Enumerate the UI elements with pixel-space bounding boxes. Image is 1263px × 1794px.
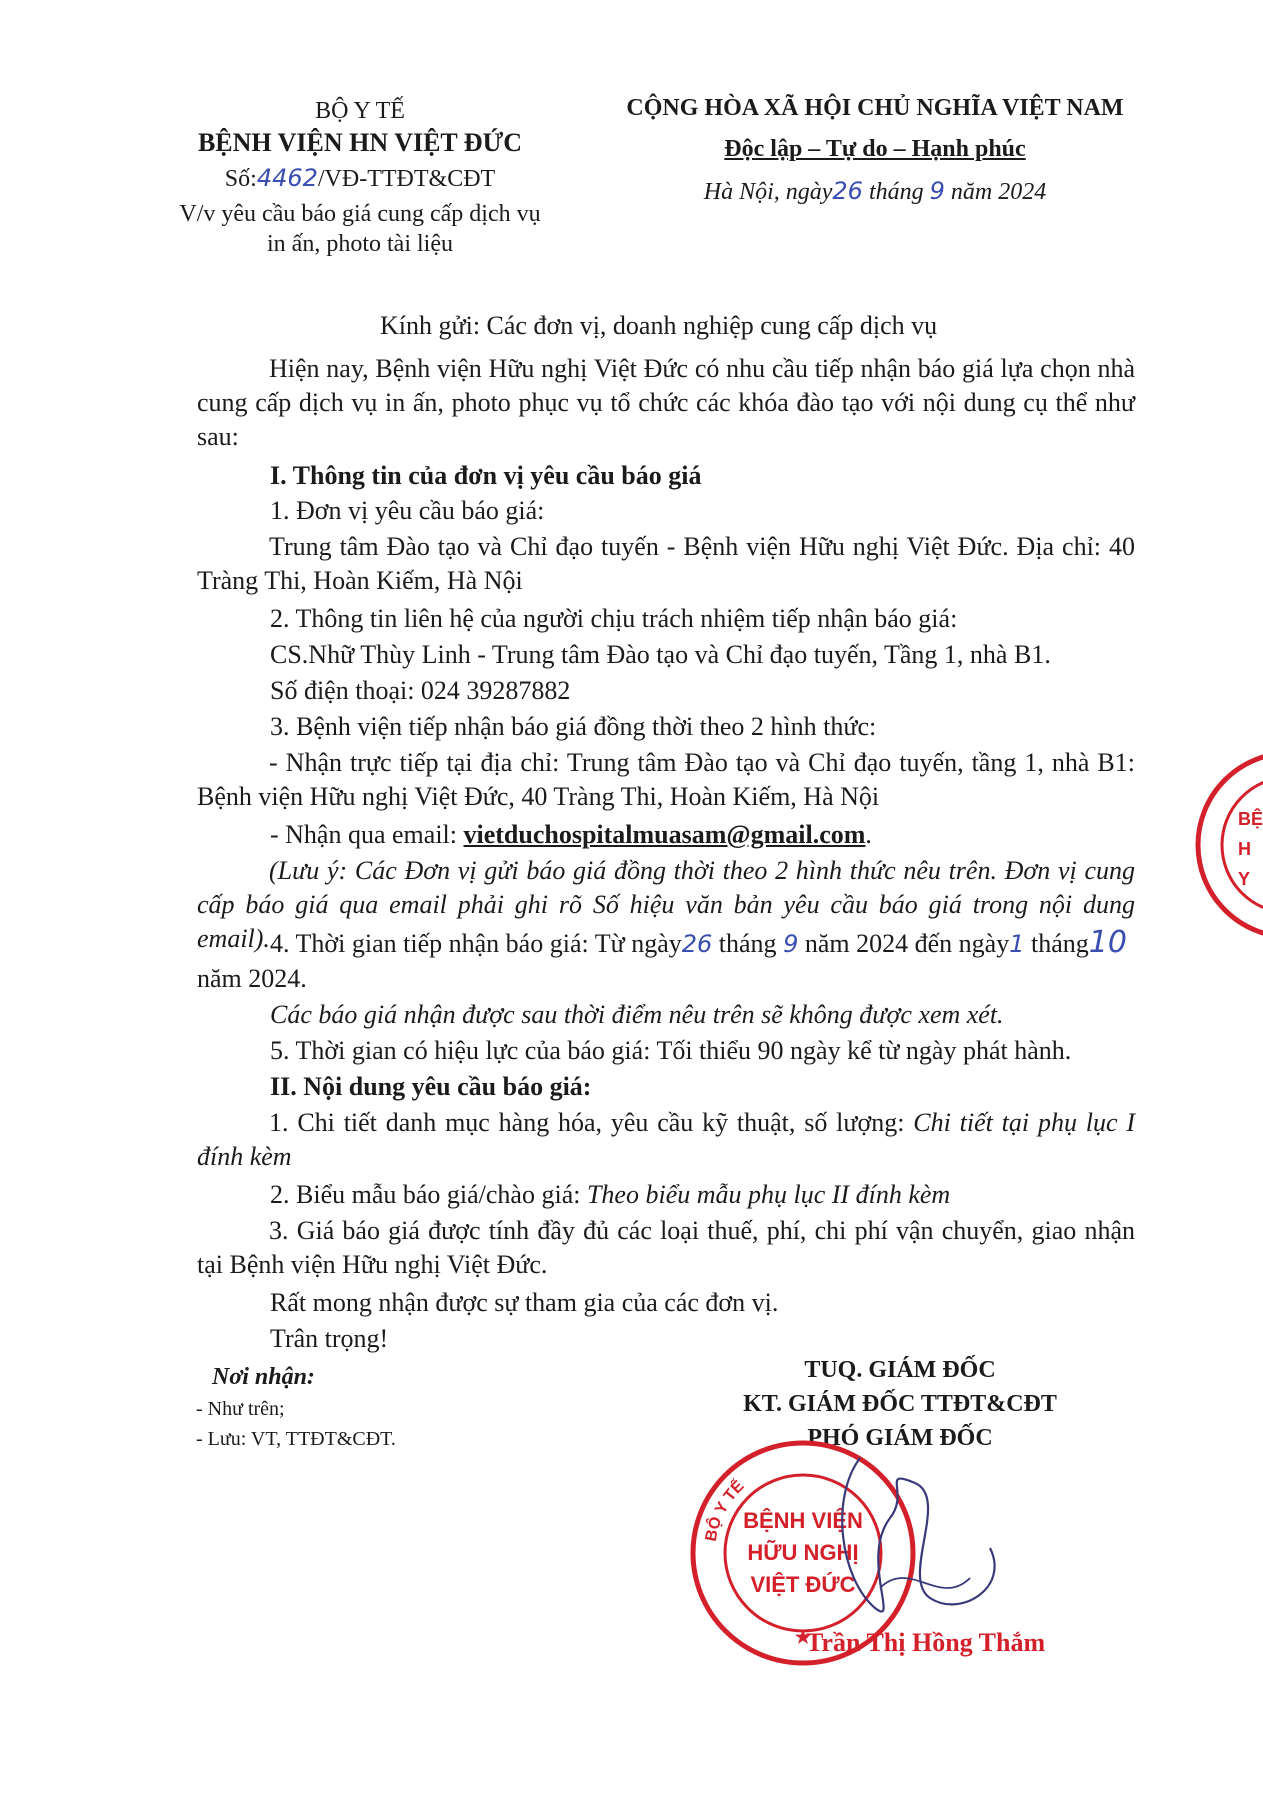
recipients-line-1: - Như trên; bbox=[196, 1398, 285, 1420]
s1-item-3-email-line: - Nhận qua email: vietduchospitalmuasam@gmail.com. bbox=[270, 820, 872, 849]
addressee: Kính gửi: Các đơn vị, doanh nghiệp cung cấp dịch vụ bbox=[380, 311, 938, 340]
s1-item-3-direct: - Nhận trực tiếp tại địa chỉ: Trung tâm Đào tạo và Chỉ đạo tuyến, tầng 1, nhà B1: Bệnh viện Hữu nghị Việt Đức, 40 Tràng Thi, Hoàn Kiếm, Hà Nội bbox=[197, 748, 1135, 811]
recipients-title: Nơi nhận: bbox=[212, 1364, 315, 1390]
month1-handwritten: 9 bbox=[783, 930, 799, 958]
s1-item-2-contact: CS.Nhữ Thùy Linh - Trung tâm Đào tạo và Chỉ đạo tuyến, Tầng 1, nhà B1. bbox=[270, 640, 1051, 669]
s2-item-1: 1. Chi tiết danh mục hàng hóa, yêu cầu kỹ thuật, số lượng: Chi tiết tại phụ lục I đính kèm bbox=[197, 1108, 1135, 1171]
signature-line-3: PHÓ GIÁM ĐỐC bbox=[807, 1425, 993, 1451]
s1-item-2-phone: Số điện thoại: 024 39287882 bbox=[270, 676, 571, 705]
s1-note: (Lưu ý: Các Đơn vị gửi báo giá đồng thời theo 2 hình thức nêu trên. Đơn vị cung cấp báo giá qua email phải ghi rõ Số hiệu văn bản yêu cầu báo giá trong nội dung email). bbox=[197, 856, 1135, 953]
stamp-line-3: VIỆT ĐỨC bbox=[750, 1572, 856, 1597]
subject-line-1: V/v yêu cầu báo giá cung cấp dịch vụ bbox=[179, 201, 541, 227]
closing-2: Trân trọng! bbox=[270, 1324, 389, 1353]
edge-stamp-text-2: H bbox=[1238, 839, 1251, 859]
s1-item-3: 3. Bệnh viện tiếp nhận báo giá đồng thời theo 2 hình thức: bbox=[270, 712, 877, 741]
signer-name: Trần Thị Hồng Thắm bbox=[806, 1628, 1046, 1657]
s1-item-4-year: năm 2024. bbox=[197, 964, 307, 993]
date-day-handwritten: 26 bbox=[832, 177, 863, 205]
day2-handwritten: 1 bbox=[1009, 930, 1025, 958]
s2-item-3: 3. Giá báo giá được tính đầy đủ các loại thuế, phí, chi phí vận chuyển, giao nhận tại Bệnh viện Hữu nghị Việt Đức. bbox=[197, 1216, 1135, 1279]
number-prefix: Số: bbox=[224, 166, 257, 192]
stamp-line-1: BỆNH VIỆN bbox=[743, 1508, 863, 1533]
recipients-line-2: - Lưu: VT, TTĐT&CĐT. bbox=[196, 1428, 396, 1450]
s1-item-4: 4. Thời gian tiếp nhận báo giá: Từ ngày26 tháng 9 năm 2024 đến ngày1 tháng10 bbox=[270, 925, 1127, 960]
signature-line-1: TUQ. GIÁM ĐỐC bbox=[804, 1357, 996, 1383]
edge-stamp-text-3: Y bbox=[1238, 869, 1251, 889]
s2-item-2: 2. Biểu mẫu báo giá/chào giá: Theo biểu mẫu phụ lục II đính kèm bbox=[270, 1180, 951, 1209]
day1-handwritten: 26 bbox=[681, 930, 713, 958]
intro-paragraph: Hiện nay, Bệnh viện Hữu nghị Việt Đức có nhu cầu tiếp nhận báo giá lựa chọn nhà cung cấp dịch vụ in ấn, photo phục vụ tổ chức các khóa đào tạo với nội dung cụ thể như sau: bbox=[197, 354, 1135, 451]
handwritten-signature bbox=[820, 1438, 1020, 1658]
ministry-name: BỘ Y TẾ bbox=[315, 98, 405, 124]
number-handwritten: 4462 bbox=[256, 164, 318, 192]
s1-item-4-note: Các báo giá nhận được sau thời điểm nêu trên sẽ không được xem xét. bbox=[270, 1000, 1004, 1029]
stamp-line-2: HỮU NGHỊ bbox=[747, 1540, 859, 1565]
date-month-handwritten: 9 bbox=[929, 177, 945, 205]
edge-stamp-text-1: BỆ bbox=[1238, 809, 1263, 829]
s1-item-1: 1. Đơn vị yêu cầu báo giá: bbox=[270, 496, 545, 525]
email-link[interactable]: vietduchospitalmuasam@gmail.com bbox=[463, 820, 866, 849]
month2-handwritten: 10 bbox=[1088, 925, 1127, 960]
signature-line-2: KT. GIÁM ĐỐC TTĐT&CĐT bbox=[743, 1391, 1057, 1417]
s1-item-1-detail: Trung tâm Đào tạo và Chỉ đạo tuyến - Bệnh viện Hữu nghị Việt Đức. Địa chỉ: 40 Tràng Thi, Hoàn Kiếm, Hà Nội bbox=[197, 532, 1135, 595]
issue-date: Hà Nội, ngày26 tháng 9 năm 2024 bbox=[703, 177, 1047, 205]
s1-item-2: 2. Thông tin liên hệ của người chịu trách nhiệm tiếp nhận báo giá: bbox=[270, 604, 958, 633]
number-suffix: /VĐ-TTĐT&CĐT bbox=[317, 166, 496, 192]
country-name: CỘNG HÒA XÃ HỘI CHỦ NGHĨA VIỆT NAM bbox=[626, 95, 1124, 121]
stamp-ring-text: BỘ Y TẾ bbox=[702, 1477, 748, 1543]
document-number bbox=[180, 163, 540, 194]
hospital-name: BỆNH VIỆN HN VIỆT ĐỨC bbox=[197, 128, 523, 157]
section-1-title: I. Thông tin của đơn vị yêu cầu báo giá bbox=[270, 461, 702, 490]
edge-stamp bbox=[1180, 745, 1263, 945]
section-2-title: II. Nội dung yêu cầu báo giá: bbox=[270, 1072, 592, 1101]
motto: Độc lập – Tự do – Hạnh phúc bbox=[724, 136, 1026, 162]
stamp-star-icon: ★ bbox=[794, 1627, 812, 1647]
s1-item-5: 5. Thời gian có hiệu lực của báo giá: Tối thiểu 90 ngày kể từ ngày phát hành. bbox=[270, 1036, 1072, 1065]
closing-1: Rất mong nhận được sự tham gia của các đơn vị. bbox=[270, 1288, 779, 1317]
subject-line-2: in ấn, photo tài liệu bbox=[267, 231, 453, 257]
